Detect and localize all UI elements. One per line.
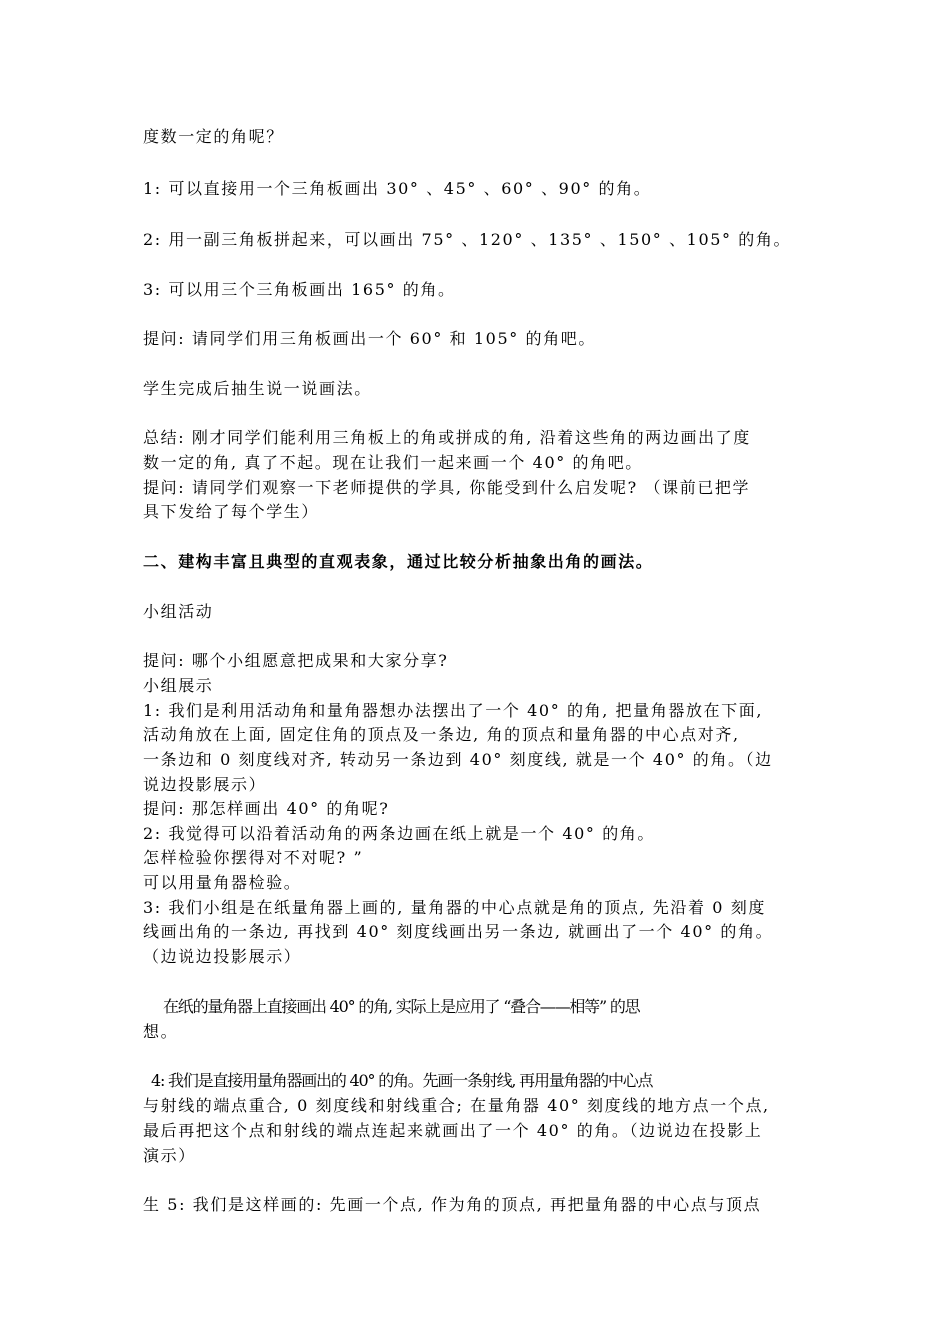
text-line: 学生完成后抽生说一说画法。 bbox=[143, 379, 372, 398]
text-line: 演示） bbox=[143, 1146, 196, 1165]
text-line: 2: 我觉得可以沿着活动角的两条边画在纸上就是一个 40° 的角。 bbox=[143, 824, 655, 843]
text-line: 提问: 哪个小组愿意把成果和大家分享? bbox=[143, 651, 449, 670]
text-line: 活动角放在上面, 固定住角的顶点及一条边, 角的顶点和量角器的中心点对齐, bbox=[143, 725, 740, 744]
text-line: 提问: 请同学们观察一下老师提供的学具, 你能受到什么启发呢? （课前已把学 bbox=[143, 478, 751, 497]
text-line: 4: 我们是直接用量角器画出的 40° 的角。先画一条射线, 再用量角器的中心点 bbox=[151, 1071, 653, 1090]
text-line: 3: 可以用三个三角板画出 165° 的角。 bbox=[143, 280, 456, 299]
section-heading: 二、建构丰富且典型的直观表象，通过比较分析抽象出角的画法。 bbox=[143, 552, 654, 571]
text-line: 想。 bbox=[143, 1022, 179, 1041]
text-line: 在纸的量角器上直接画出 40° 的角, 实际上是应用了 “叠合——相等” 的思 bbox=[163, 997, 640, 1016]
text-line: 可以用量角器检验。 bbox=[143, 873, 302, 892]
text-line: 小组展示 bbox=[143, 676, 214, 695]
text-line: 3: 我们小组是在纸量角器上画的, 量角器的中心点就是角的顶点, 先沿着 0 刻度 bbox=[143, 898, 766, 917]
text-line: 生 5: 我们是这样画的: 先画一个点, 作为角的顶点, 再把量角器的中心点与顶点 bbox=[143, 1195, 762, 1214]
text-line: 提问: 那怎样画出 40° 的角呢? bbox=[143, 799, 390, 818]
text-line: 一条边和 0 刻度线对齐, 转动另一条边到 40° 刻度线, 就是一个 40° 的角。（边 bbox=[143, 750, 773, 769]
text-line: 1: 可以直接用一个三角板画出 30° 、45° 、60° 、90° 的角。 bbox=[143, 179, 652, 198]
text-line: 说边投影展示） bbox=[143, 775, 267, 794]
text-line: （边说边投影展示） bbox=[143, 947, 302, 966]
text-line: 小组活动 bbox=[143, 602, 214, 621]
text-line: 提问: 请同学们用三角板画出一个 60° 和 105° 的角吧。 bbox=[143, 329, 596, 348]
text-line: 线画出角的一条边, 再找到 40° 刻度线画出另一条边, 就画出了一个 40° 的角。 bbox=[143, 922, 774, 941]
text-line: 总结: 刚才同学们能利用三角板上的角或拼成的角, 沿着这些角的两边画出了度 bbox=[143, 428, 751, 447]
text-line: 怎样检验你摆得对不对呢? ” bbox=[143, 848, 364, 867]
text-line: 度数一定的角呢？ bbox=[143, 127, 284, 146]
text-line: 数一定的角, 真了不起。现在让我们一起来画一个 40° 的角吧。 bbox=[143, 453, 643, 472]
text-line: 2: 用一副三角板拼起来，可以画出 75° 、120° 、135° 、150° 、105° 的角。 bbox=[143, 230, 792, 249]
text-line: 具下发给了每个学生） bbox=[143, 502, 320, 521]
text-line: 最后再把这个点和射线的端点连起来就画出了一个 40° 的角。（边说边在投影上 bbox=[143, 1121, 763, 1140]
text-line: 与射线的端点重合, 0 刻度线和射线重合; 在量角器 40° 刻度线的地方点一个点, bbox=[143, 1096, 770, 1115]
text-line: 1: 我们是利用活动角和量角器想办法摆出了一个 40° 的角, 把量角器放在下面, bbox=[143, 701, 764, 720]
